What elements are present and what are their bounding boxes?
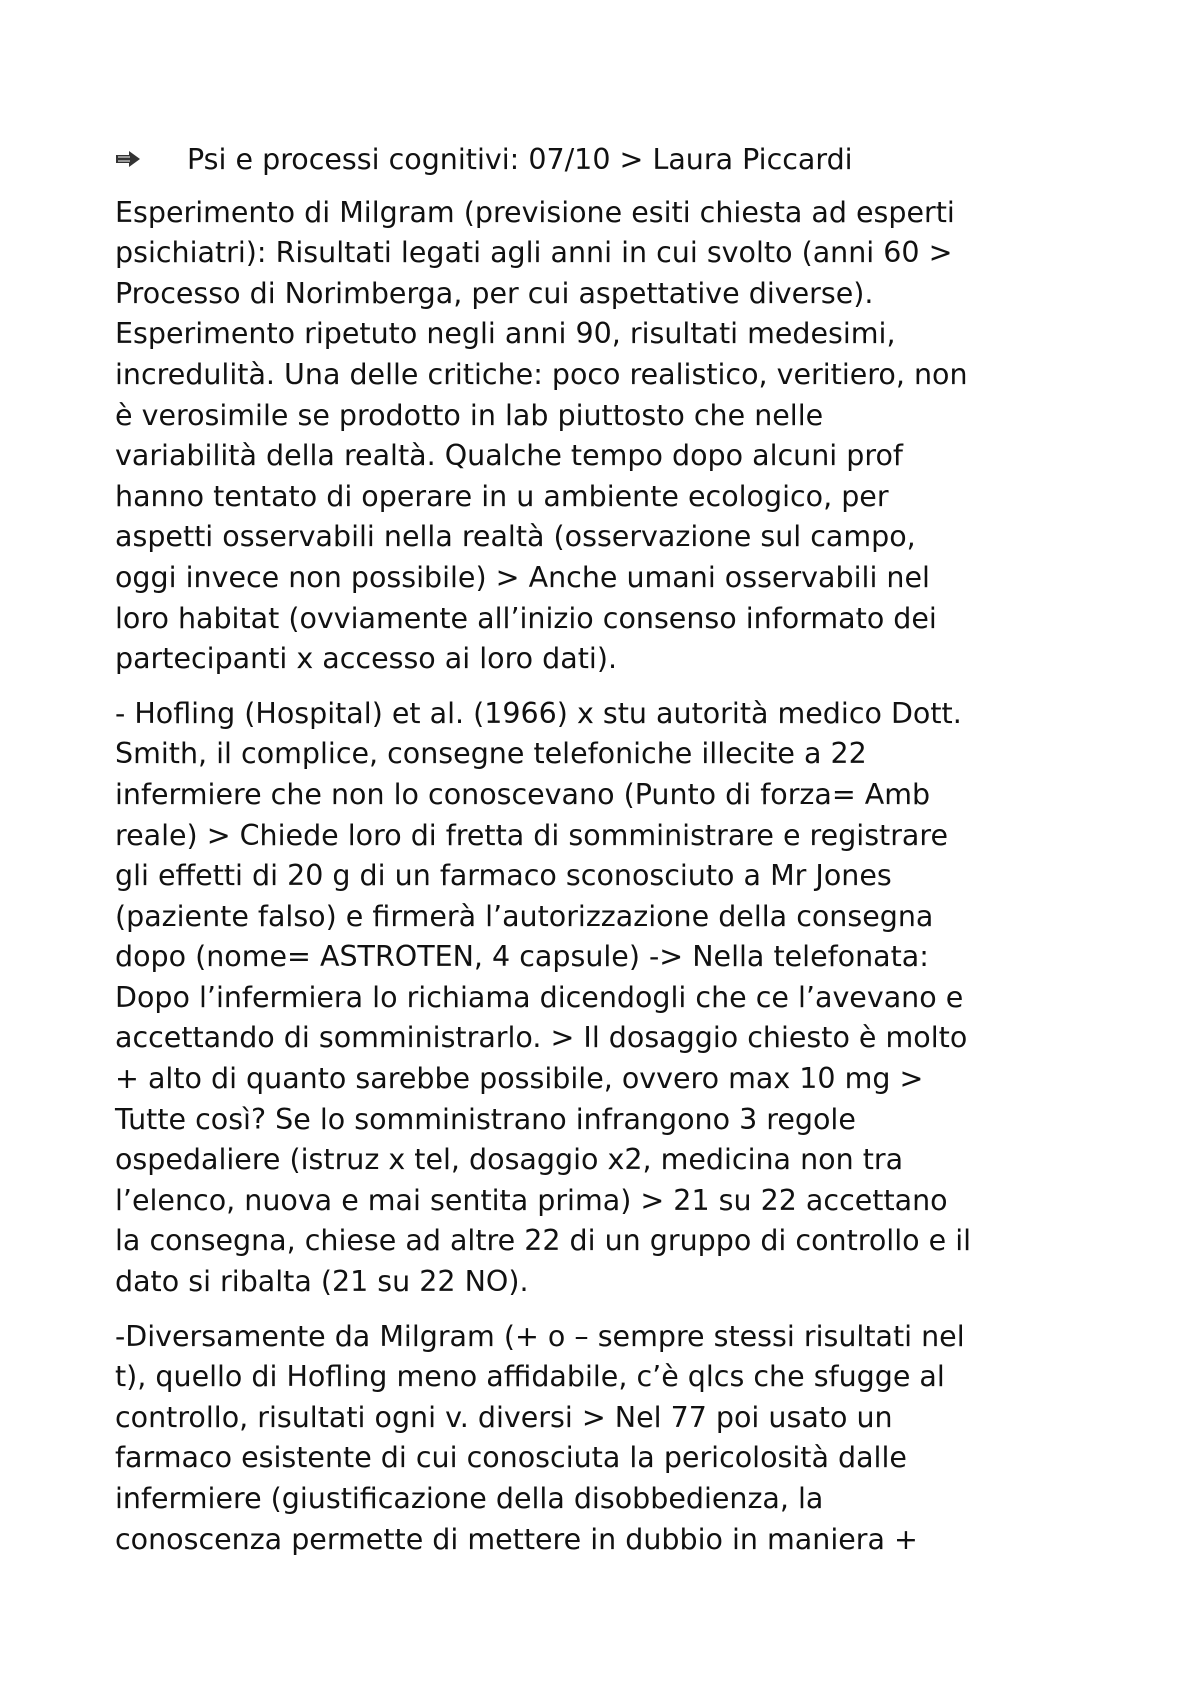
arrow-bullet-icon <box>115 140 187 180</box>
text-line: dato si ribalta (21 su 22 NO). <box>115 1265 529 1299</box>
text-line: variabilità della realtà. Qualche tempo dopo alcuni prof <box>115 439 903 473</box>
text-line: infermiere (giustificazione della disobbedienza, la <box>115 1482 824 1515</box>
paragraph-comparison <box>115 1317 1105 1561</box>
text-line: - Hofling (Hospital) et al. (1966) x stu autorità medico Dott. <box>115 696 962 730</box>
text-line: ospedaliere (istruz x tel, dosaggio x2, medicina non tra <box>115 1143 904 1177</box>
text-line: Processo di Norimberga, per cui aspettative diverse). <box>115 276 874 310</box>
text-line: è verosimile se prodotto in lab piuttosto che nelle <box>115 398 824 432</box>
text-line: aspetti osservabili nella realtà (osservazione sul campo, <box>115 520 916 554</box>
text-line: Smith, il complice, consegne telefoniche illecite a 22 <box>115 737 867 771</box>
text-line: infermiere che non lo conoscevano (Punto di forza= Amb <box>115 777 931 811</box>
text-line: (paziente falso) e firmerà l’autorizzazione della consegna <box>115 899 934 933</box>
paragraph-hofling <box>115 694 1105 1303</box>
text-line: reale) > Chiede loro di fretta di somministrare e registrare <box>115 818 949 852</box>
text-line: l’elenco, nuova e mai sentita prima) > 21 su 22 accettano <box>115 1183 948 1217</box>
text-line: -Diversamente da Milgram (+ o – sempre stessi risultati nel <box>115 1319 965 1353</box>
text-line: t), quello di Hofling meno affidabile, c’è qlcs che sfugge al <box>115 1360 945 1394</box>
text-line: conoscenza permette di mettere in dubbio in maniera + <box>115 1522 918 1556</box>
text-line: Dopo l’infermiera lo richiama dicendogli che ce l’avevano e <box>115 980 964 1014</box>
text-line: farmaco esistente di cui conosciuta la pericolosità dalle <box>115 1441 907 1475</box>
text-line: Tutte così? Se lo somministrano infrangono 3 regole <box>115 1102 856 1136</box>
text-line: la consegna, chiese ad altre 22 di un gruppo di controllo e il <box>115 1224 972 1258</box>
heading-line <box>115 140 1105 181</box>
text-line: controllo, risultati ogni v. diversi > Nel 77 poi usato un <box>115 1400 893 1434</box>
text-line: incredulità. Una delle critiche: poco realistico, veritiero, non <box>115 357 968 391</box>
text-line: Esperimento ripetuto negli anni 90, risultati medesimi, <box>115 317 896 351</box>
text-line: Esperimento di Milgram (previsione esiti chiesta ad esperti <box>115 195 955 229</box>
paragraph-milgram <box>115 193 1105 680</box>
document-page <box>115 140 1105 1574</box>
text-line: gli effetti di 20 g di un farmaco sconosciuto a Mr Jones <box>115 859 892 893</box>
heading-text: Psi e processi cognitivi: 07/10 > Laura Piccardi <box>187 143 853 176</box>
text-line: accettando di somministrarlo. > Il dosaggio chiesto è molto <box>115 1021 968 1055</box>
text-line: psichiatri): Risultati legati agli anni in cui svolto (anni 60 > <box>115 236 953 270</box>
text-line: hanno tentato di operare in u ambiente ecologico, per <box>115 479 889 513</box>
text-line: partecipanti x accesso ai loro dati). <box>115 642 618 676</box>
text-line: + alto di quanto sarebbe possibile, ovvero max 10 mg > <box>115 1062 924 1096</box>
text-line: loro habitat (ovviamente all’inizio consenso informato dei <box>115 601 937 635</box>
text-line: dopo (nome= ASTROTEN, 4 capsule) -> Nella telefonata: <box>115 940 929 974</box>
text-line: oggi invece non possibile) > Anche umani osservabili nel <box>115 560 930 594</box>
